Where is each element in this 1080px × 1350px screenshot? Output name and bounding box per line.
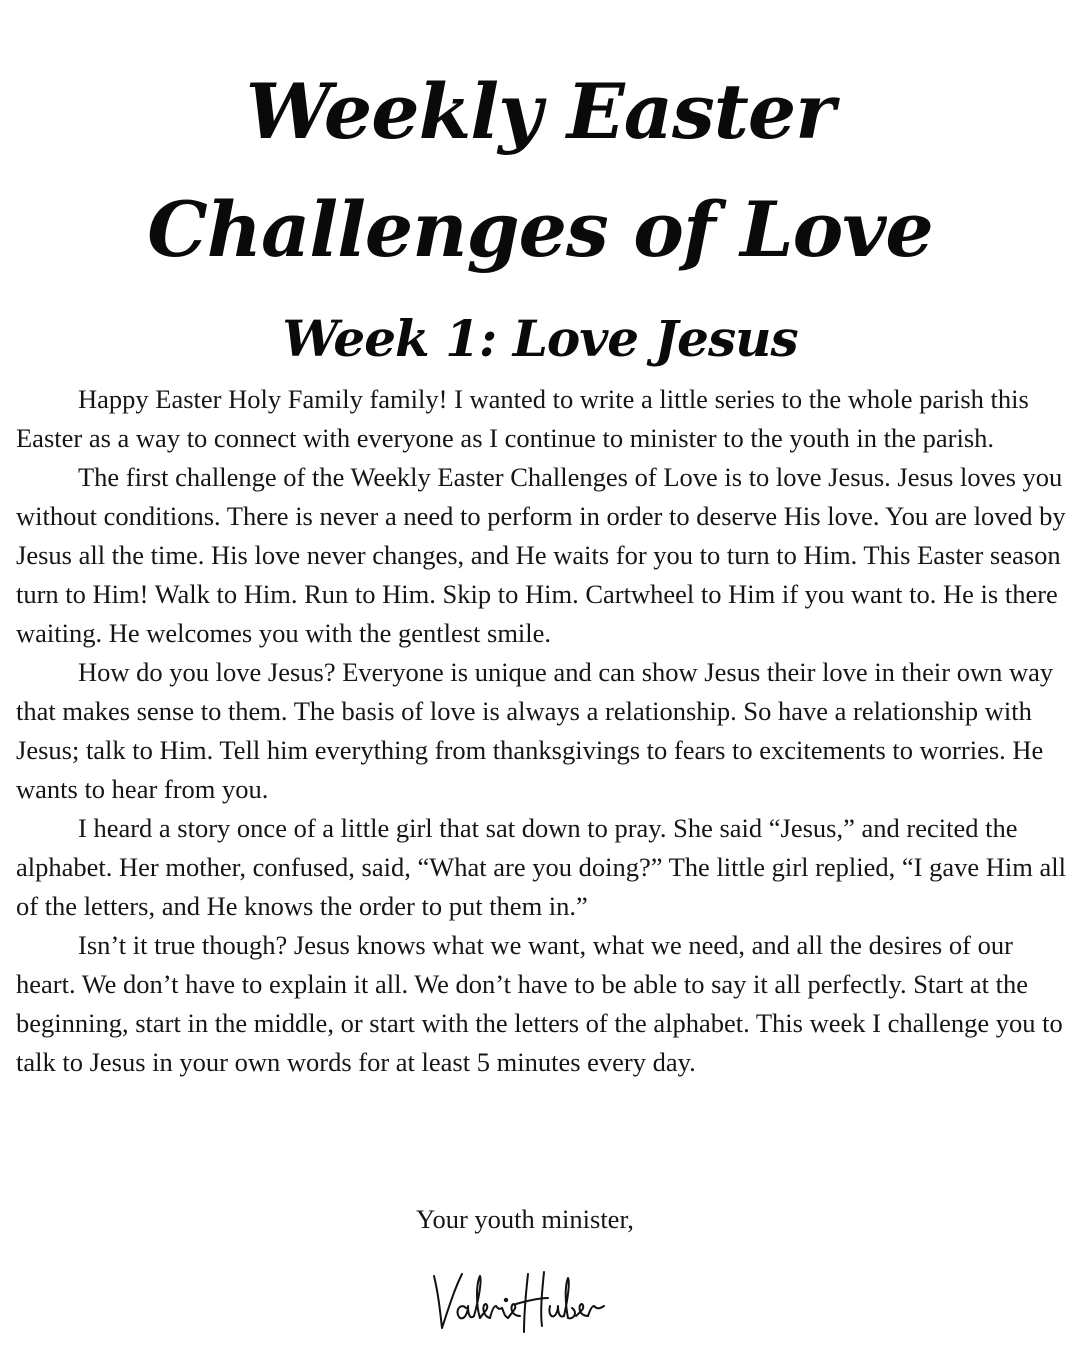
paragraph-intro: Happy Easter Holy Family family! I wanted to write a little series to the whole parish this Easter as a way to connect with everyone as I continue to minister to the youth in the parish. <box>16 384 1029 453</box>
signature-drawing <box>420 1262 660 1342</box>
paragraph-challenge: The first challenge of the Weekly Easter Challenges of Love is to love Jesus. Jesus loves you without conditions. There is never a need to perform in order to deserve His love. You are loved by Jesus all the time. His love never changes, and He waits for you to turn to Him. This Easter season turn to Him! Walk to Him. Run to Him. Skip to Him. Cartwheel to Him if you want to. He is there waiting. He welcomes you with the gentlest smile. <box>16 462 1066 648</box>
paragraph-how-to-love: How do you love Jesus? Everyone is unique and can show Jesus their love in their own way that makes sense to them. The basis of love is always a relationship. So have a relationship with Jesus; talk to Him. Tell him everything from thanksgivings to fears to excitements to worries. He wants to hear from you. <box>16 657 1054 804</box>
letter-body <box>16 380 1066 1082</box>
handwritten-signature <box>420 1262 660 1342</box>
closing-salutation: Your youth minister, <box>416 1204 634 1234</box>
paragraph-conclusion: Isn’t it true though? Jesus knows what we want, what we need, and all the desires of our heart. We don’t have to explain it all. We don’t have to be able to say it all perfectly. Start at the beginning, start in the middle, or start with the letters of the alphabet. This week I challenge you to talk to Jesus in your own words for at least 5 minutes every day. <box>16 930 1063 1077</box>
title-line-1: Weekly Easter <box>245 67 835 156</box>
title-line-2: Challenges of Love <box>147 185 933 274</box>
paragraph-story: I heard a story once of a little girl that sat down to pray. She said “Jesus,” and recited the alphabet. Her mother, confused, said, “What are you doing?” The little girl replied, “I gave Him all of the letters, and He knows the order to put them in.” <box>16 813 1066 921</box>
week-subtitle: Week 1: Love Jesus <box>282 309 798 368</box>
